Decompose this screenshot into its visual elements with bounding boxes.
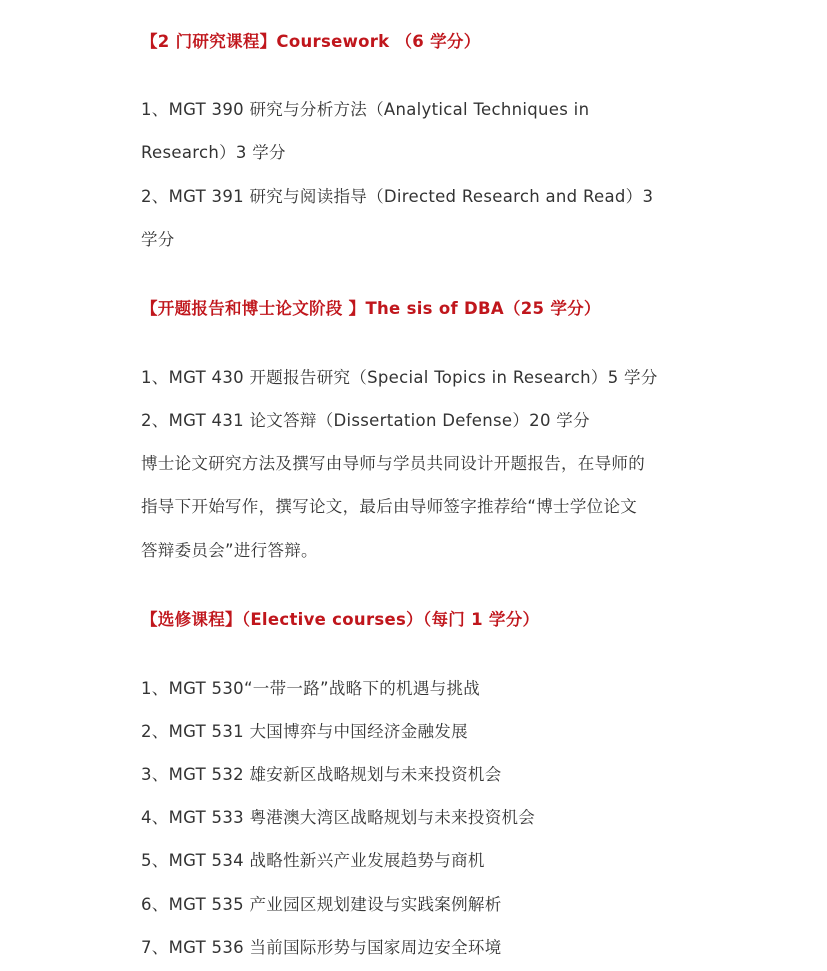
course-line: 6、MGT 535 产业园区规划建设与实践案例解析 <box>141 895 502 914</box>
section-heading-thesis: 【开题报告和博士论文阶段 】The sis of DBA（25 学分） <box>141 299 601 318</box>
course-line: 3、MGT 532 雄安新区战略规划与未来投资机会 <box>141 765 502 784</box>
course-line: 1、MGT 430 开题报告研究（Special Topics in Research）5 学分 <box>141 368 658 387</box>
section-heading-coursework: 【2 门研究课程】Coursework （6 学分） <box>141 32 481 51</box>
course-line: 4、MGT 533 粤港澳大湾区战略规划与未来投资机会 <box>141 808 536 827</box>
paragraph-line: 指导下开始写作，撰写论文，最后由导师签字推荐给“博士学位论文 <box>141 497 638 516</box>
course-line: 学分 <box>141 230 175 249</box>
course-line: 1、MGT 530“一带一路”战略下的机遇与挑战 <box>141 679 481 698</box>
section-heading-elective: 【选修课程】（Elective courses）（每门 1 学分） <box>141 610 540 629</box>
paragraph-line: 博士论文研究方法及撰写由导师与学员共同设计开题报告，在导师的 <box>141 454 645 473</box>
course-line: 7、MGT 536 当前国际形势与国家周边安全环境 <box>141 938 502 957</box>
paragraph-line: 答辩委员会”进行答辩。 <box>141 541 318 560</box>
course-line: 5、MGT 534 战略性新兴产业发展趋势与商机 <box>141 851 485 870</box>
course-line: 2、MGT 531 大国博弈与中国经济金融发展 <box>141 722 468 741</box>
course-line: 2、MGT 431 论文答辩（Dissertation Defense）20 学分 <box>141 411 590 430</box>
course-line: Research）3 学分 <box>141 143 286 162</box>
course-line: 2、MGT 391 研究与阅读指导（Directed Research and Read）3 <box>141 187 654 206</box>
course-line: 1、MGT 390 研究与分析方法（Analytical Techniques in <box>141 100 590 119</box>
